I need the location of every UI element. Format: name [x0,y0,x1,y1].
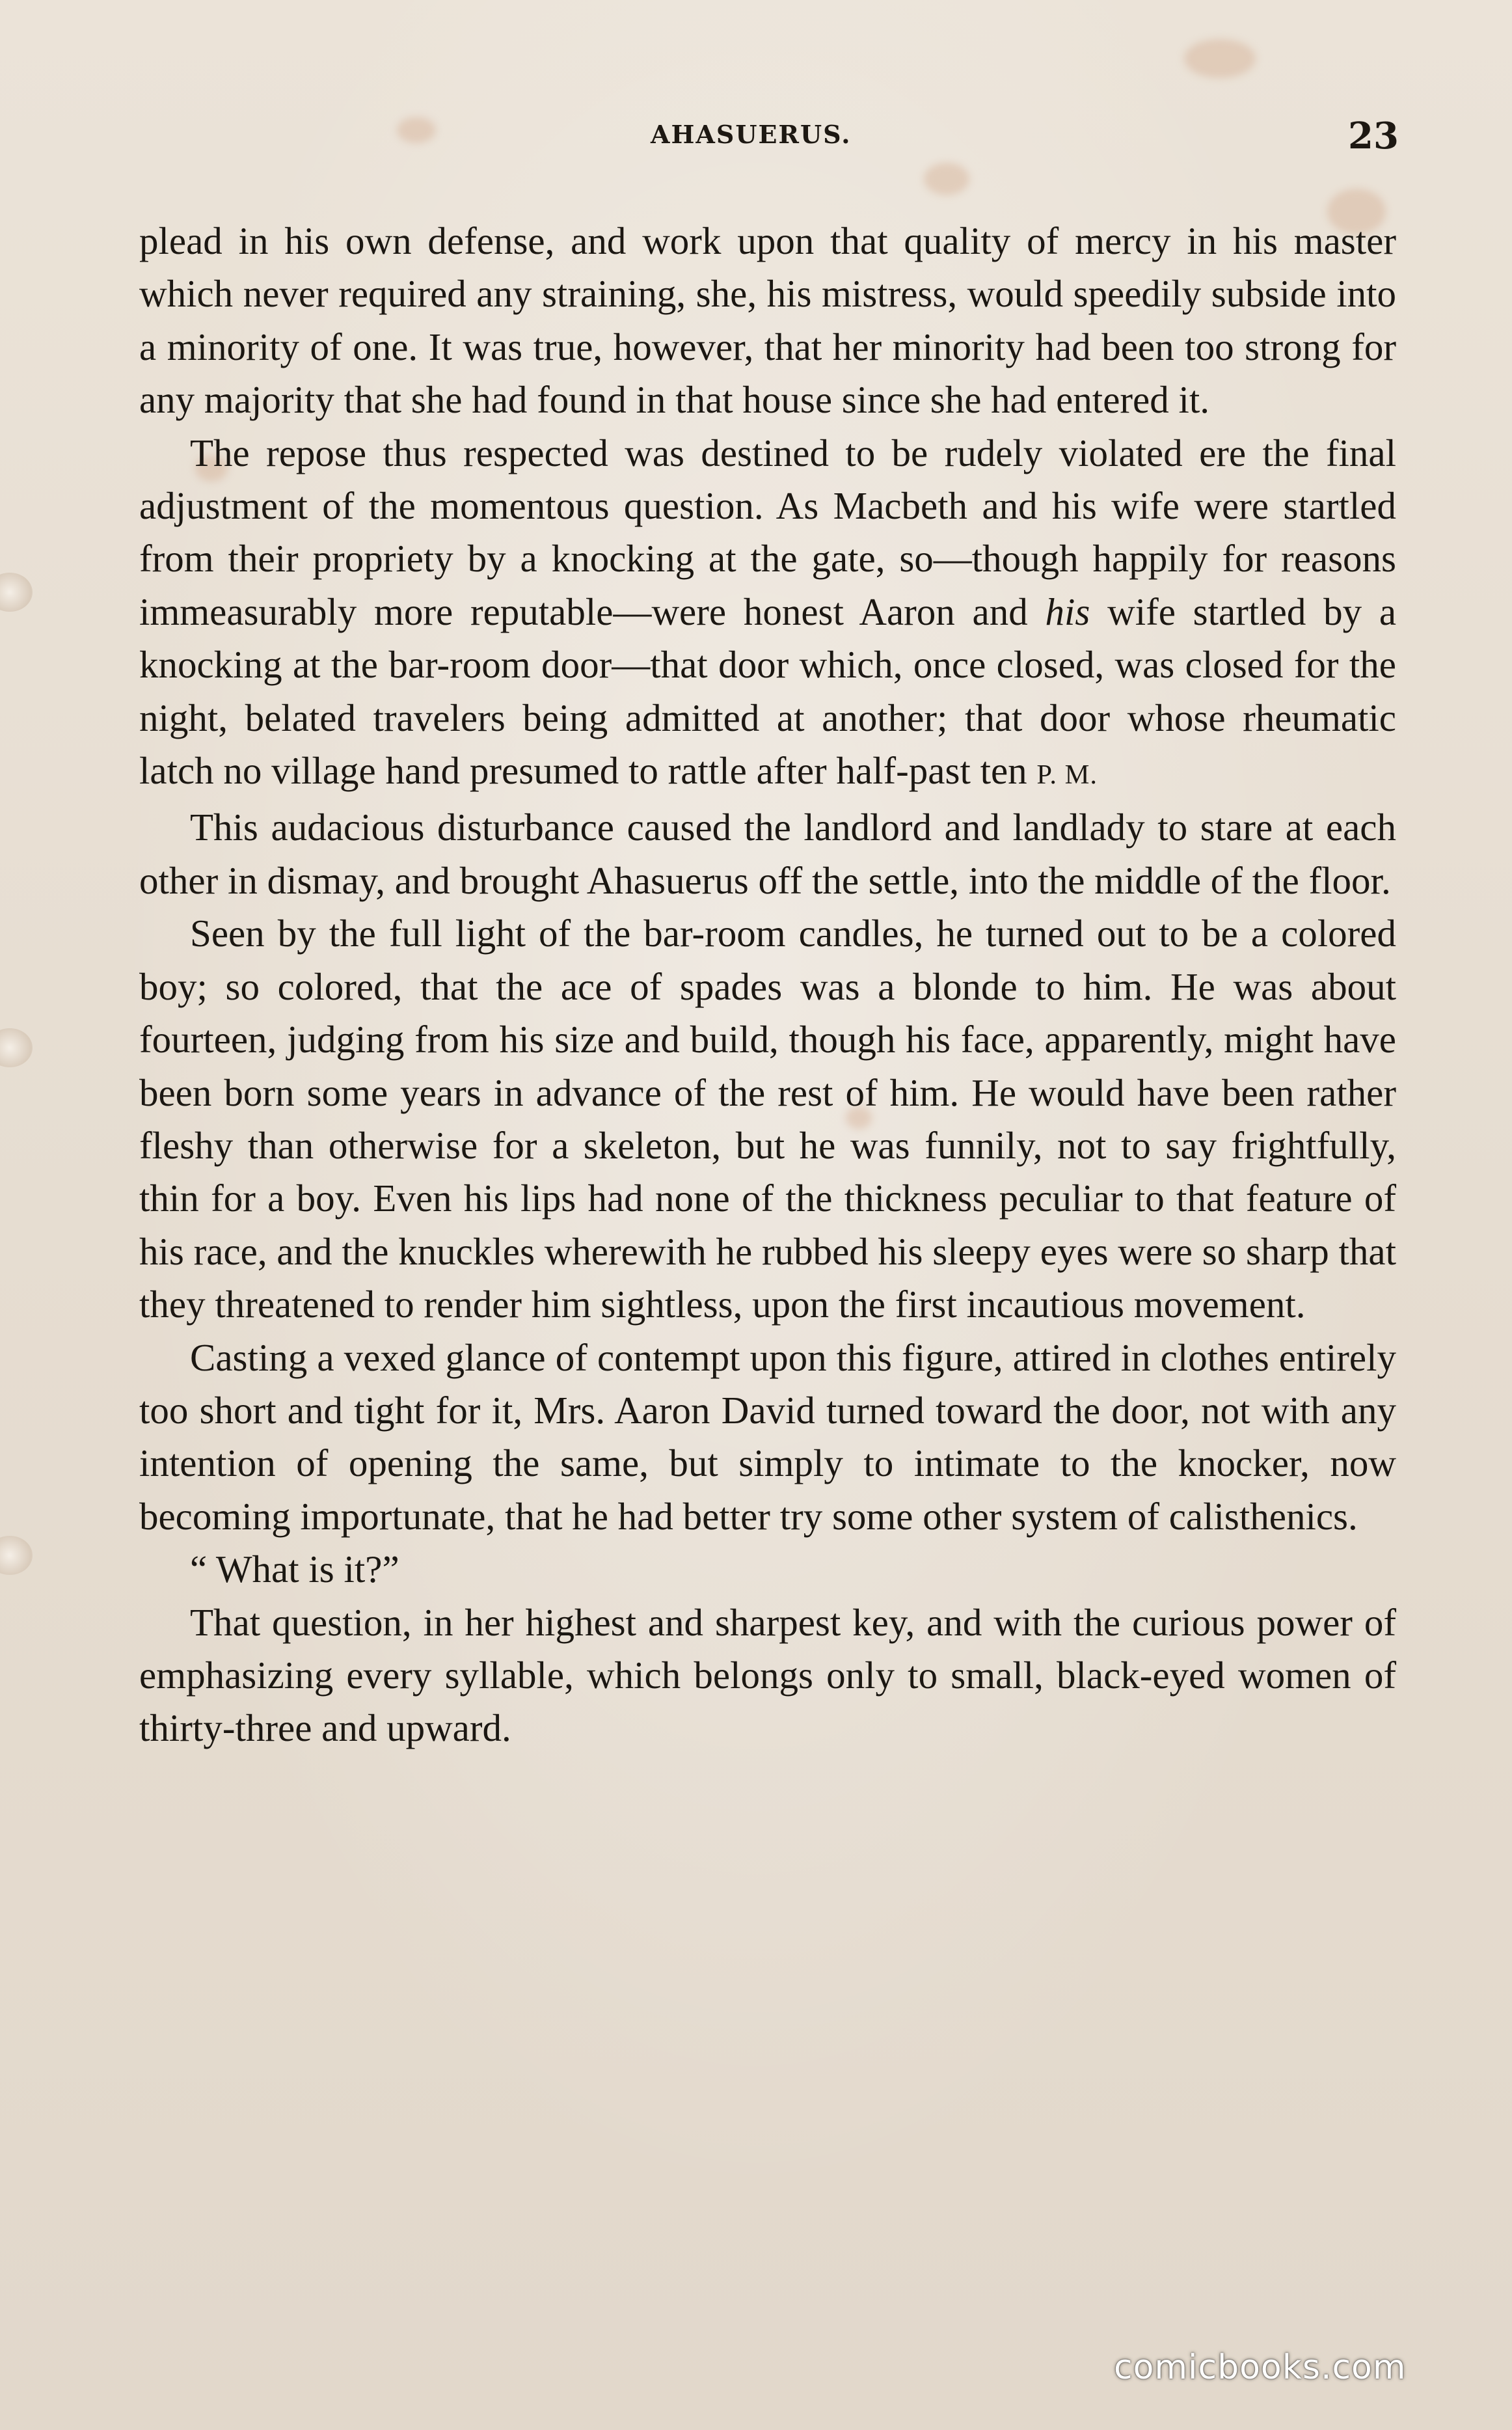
paragraph-text: plead in his own defense, and work upon that quality of mercy in his master which never required any straining, she, his mistress, would speedily subside into a minority of one. It was true, however, that her minority had been too strong for any majority that she had found in that house since she had entered it. [139,219,1396,422]
site-watermark: comicbooks.com [1114,2348,1407,2387]
paper-stain [924,163,969,195]
paragraph-7 [139,1596,1396,1755]
paragraph-text: Seen by the full light of the bar-room candles, he turned out to be a colored boy; so colored, that the ace of spades was a blonde to him. He was about fourteen, judging from his size and build, though his face, apparently, might have been born some years in advance of the rest of him. He would have been rather fleshy than otherwise for a skeleton, but he was funnily, not to say frightfully, thin for a boy. Even his lips had none of the thickness peculiar to that feature of his race, and the knuckles wherewith he rubbed his sleepy eyes were so sharp that they threatened to render him sightless, upon the first incautious movement. [139,912,1396,1326]
italic-word: his [1045,590,1090,633]
body-text [139,215,1396,2330]
running-title: AHASUERUS. [651,120,852,149]
paragraph-text: This audacious disturbance caused the landlord and landlady to stare at each other in dismay, and brought Ahasuerus off the settle, into the middle of the floor. [139,806,1396,902]
page-header [0,115,1512,160]
paragraph-text: “ What is it?” [190,1548,399,1591]
time-abbreviation: P. M. [1036,759,1098,791]
page-number: 23 [1348,115,1399,157]
binding-notch [0,1028,33,1067]
paragraph-3 [139,801,1396,907]
paragraph-1 [139,215,1396,427]
paragraph-text: Casting a vexed glance of contempt upon this figure, attired in clothes entirely too short and tight for it, Mrs. Aaron David turned toward the door, not with any intention of opening the same, but simply to intimate to the knocker, now becoming importunate, that he had better try some other system of calisthenics. [139,1335,1396,1538]
paragraph-4 [139,907,1396,1331]
paragraph-text: The repose thus respected was destined to be rudely violated ere the final adjustment of the momentous question. As Macbeth and his wife were startled from their propriety by a knocking at the gate, so—though happily for reasons immeasurably more reputable—were honest Aaron and [139,431,1396,633]
binding-notch [0,1536,33,1575]
paragraph-5 [139,1331,1396,1544]
binding-notch [0,573,33,612]
paragraph-2 [139,427,1396,802]
paragraph-text: That question, in her highest and sharpest key, and with the curious power of emphasizing every syllable, which belongs only to small, black-eyed women of thirty-three and upward. [139,1600,1396,1750]
paragraph-6 [139,1543,1396,1596]
paper-stain [1184,39,1256,78]
paragraph-text: wife startled by a knocking at the bar-room door—that door which, once closed, was closed for the night, belated travelers being admitted at another; that door whose rheumatic latch no village hand presumed to rattle after half-past ten [139,590,1397,793]
